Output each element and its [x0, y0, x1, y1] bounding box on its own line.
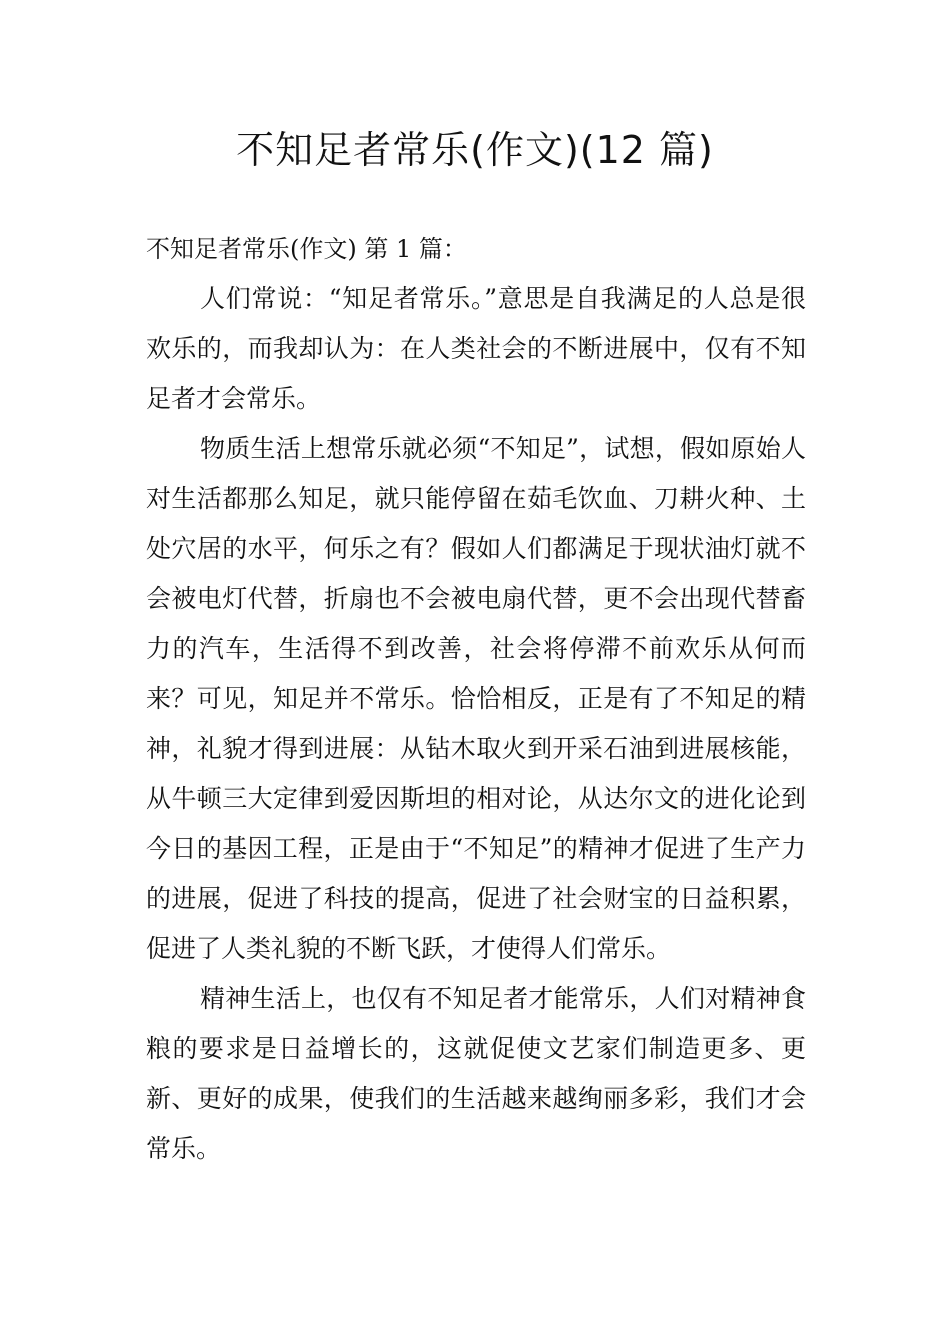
paragraph-2: 物质生活上想常乐就必须“不知足”，试想，假如原始人对生活都那么知足，就只能停留在茹毛饮血、刀耕火种、土处穴居的水平，何乐之有？假如人们都满足于现状油灯就不会被电灯代替，折扇也不会被电扇代替，更不会出现代替畜力的汽车，生活得不到改善，社会将停滞不前欢乐从何而来？可见，知足并不常乐。恰恰相反，正是有了不知足的精神，礼貌才得到进展：从钻木取火到开采石油到进展核能，从牛顿三大定律到爱因斯坦的相对论，从达尔文的进化论到今日的基因工程，正是由于“不知足”的精神才促进了生产力的进展，促进了科技的提高，促进了社会财宝的日益积累，促进了人类礼貌的不断飞跃，才使得人们常乐。 — [146, 434, 806, 963]
paragraph-3: 精神生活上，也仅有不知足者才能常乐，人们对精神食粮的要求是日益增长的，这就促使文艺家们制造更多、更新、更好的成果，使我们的生活越来越绚丽多彩，我们才会常乐。 — [146, 984, 806, 1163]
paragraph-1: 人们常说：“知足者常乐。”意思是自我满足的人总是很欢乐的，而我却认为：在人类社会的不断进展中，仅有不知足者才会常乐。 — [146, 284, 806, 413]
section-heading: 不知足者常乐(作文) 第 1 篇： — [146, 235, 467, 263]
document-body — [146, 224, 806, 1174]
document-title: 不知足者常乐(作文)(12 篇) — [236, 128, 714, 172]
